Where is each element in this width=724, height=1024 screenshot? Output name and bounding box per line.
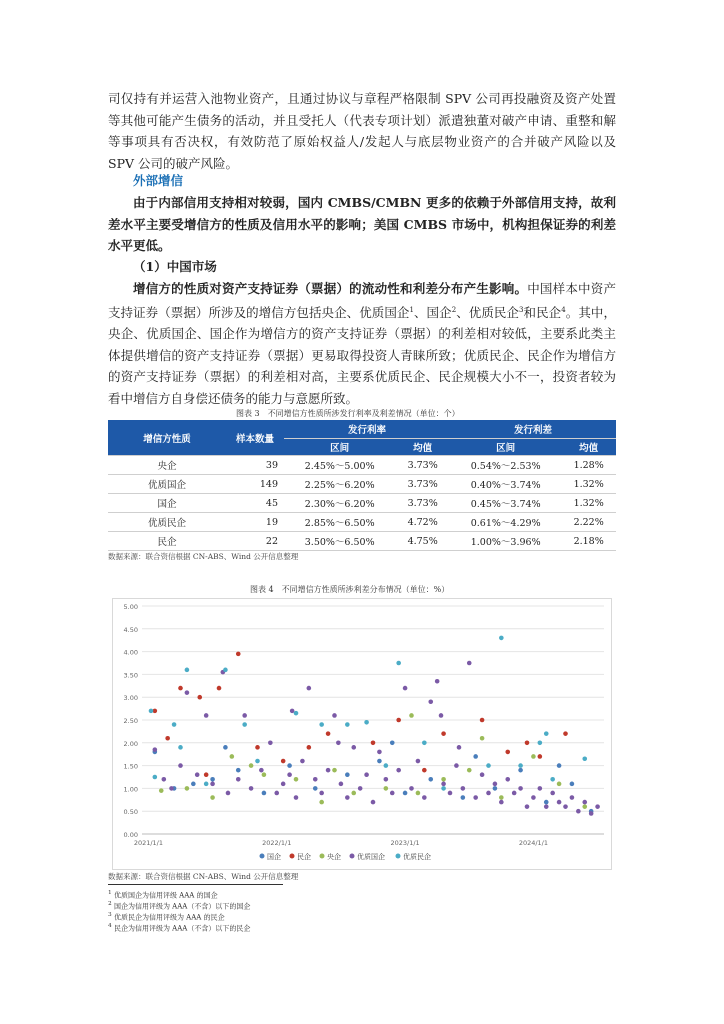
data-point bbox=[364, 772, 369, 777]
data-point bbox=[428, 777, 433, 782]
data-point bbox=[439, 713, 444, 718]
data-point bbox=[595, 804, 600, 809]
data-point bbox=[384, 786, 389, 791]
data-point bbox=[226, 791, 231, 796]
data-point bbox=[570, 782, 575, 787]
cell-type: 优质国企 bbox=[108, 475, 226, 494]
data-point bbox=[486, 791, 491, 796]
data-point bbox=[416, 759, 421, 764]
data-point bbox=[159, 788, 164, 793]
para3-text-c: 、优质民企 bbox=[456, 304, 520, 320]
data-point bbox=[162, 777, 167, 782]
footnote-ref-3[interactable]: 3 bbox=[519, 305, 524, 314]
data-point bbox=[255, 745, 260, 750]
data-point bbox=[396, 661, 401, 666]
data-point bbox=[210, 795, 215, 800]
footnote-4-mark: 4 bbox=[108, 923, 112, 929]
data-point bbox=[345, 722, 350, 727]
data-point bbox=[576, 809, 581, 814]
data-point bbox=[403, 686, 408, 691]
data-point bbox=[461, 795, 466, 800]
footnote-3-mark: 3 bbox=[108, 912, 112, 918]
y-tick-label: 5.00 bbox=[123, 603, 138, 611]
cell-rate-range: 3.50%～6.50% bbox=[284, 532, 395, 551]
data-point bbox=[396, 718, 401, 723]
chart4-source: 数据来源：联合资信根据 CN-ABS、Wind 公开信息整理 bbox=[108, 872, 299, 881]
data-point bbox=[384, 777, 389, 782]
header-issue-rate: 发行利率 bbox=[284, 420, 450, 439]
data-point bbox=[403, 791, 408, 796]
data-point bbox=[550, 777, 555, 782]
cell-spread-range: 1.00%～3.96% bbox=[450, 532, 561, 551]
data-point bbox=[249, 786, 254, 791]
x-tick-label: 2022/1/1 bbox=[262, 839, 292, 847]
data-point bbox=[454, 763, 459, 768]
header-guarantor-type: 增信方性质 bbox=[108, 420, 226, 456]
legend-marker bbox=[260, 854, 265, 859]
data-point bbox=[422, 795, 427, 800]
legend-marker bbox=[290, 854, 295, 859]
cell-spread-range: 0.45%～3.74% bbox=[450, 494, 561, 513]
cell-rate-range: 2.30%～6.20% bbox=[284, 494, 395, 513]
table-row bbox=[108, 456, 616, 475]
y-tick-label: 3.00 bbox=[123, 694, 138, 703]
data-point bbox=[377, 750, 382, 755]
footnote-2-mark: 2 bbox=[108, 901, 112, 907]
data-point bbox=[461, 786, 466, 791]
footnote-2-text: 国企为信用评级为 AAA（不含）以下的国企 bbox=[113, 902, 251, 911]
data-point bbox=[332, 768, 337, 773]
header-sample-count: 样本数量 bbox=[226, 420, 284, 456]
cell-count: 45 bbox=[226, 494, 284, 513]
data-point bbox=[336, 741, 341, 746]
cell-spread-mean: 2.18% bbox=[561, 532, 616, 551]
data-point bbox=[505, 777, 510, 782]
data-point bbox=[480, 718, 485, 723]
data-point bbox=[441, 786, 446, 791]
data-point bbox=[242, 713, 247, 718]
cell-rate-mean: 3.73% bbox=[395, 475, 450, 494]
paragraph-external bbox=[108, 192, 616, 257]
data-point bbox=[557, 763, 562, 768]
heading-china-market: （1）中国市场 bbox=[133, 259, 217, 274]
legend-label: 国企 bbox=[267, 853, 281, 861]
data-point bbox=[319, 722, 324, 727]
data-point bbox=[332, 713, 337, 718]
y-tick-label: 1.50 bbox=[123, 762, 138, 771]
footnote-ref-2[interactable]: 2 bbox=[451, 305, 457, 314]
legend-marker bbox=[320, 854, 325, 859]
data-point bbox=[169, 786, 174, 791]
data-point bbox=[178, 745, 183, 750]
data-point bbox=[255, 759, 260, 764]
data-point bbox=[582, 800, 587, 805]
data-point bbox=[538, 741, 543, 746]
data-point bbox=[525, 804, 530, 809]
table-row bbox=[108, 513, 616, 532]
data-point bbox=[409, 713, 414, 718]
data-point bbox=[345, 772, 350, 777]
data-point bbox=[217, 686, 222, 691]
data-point bbox=[441, 782, 446, 787]
x-tick-label: 2024/1/1 bbox=[518, 839, 549, 847]
data-point bbox=[473, 754, 478, 759]
data-point bbox=[281, 782, 286, 787]
data-point bbox=[326, 731, 331, 736]
data-point bbox=[384, 763, 389, 768]
footnote-3 bbox=[108, 912, 225, 922]
data-point bbox=[390, 791, 395, 796]
header-rate-mean: 均值 bbox=[395, 439, 450, 456]
data-point bbox=[538, 754, 543, 759]
data-point bbox=[512, 791, 517, 796]
table-spread-by-guarantor bbox=[108, 420, 616, 551]
data-point bbox=[172, 722, 177, 727]
footnote-2 bbox=[108, 901, 250, 911]
y-tick-label: 4.50 bbox=[123, 625, 138, 634]
table-row bbox=[108, 532, 616, 551]
data-point bbox=[185, 786, 190, 791]
data-point bbox=[165, 736, 170, 741]
cell-spread-mean: 1.32% bbox=[561, 475, 616, 494]
data-point bbox=[319, 800, 324, 805]
y-tick-label: 0.00 bbox=[123, 831, 138, 839]
data-point bbox=[480, 736, 485, 741]
data-point bbox=[550, 791, 555, 796]
footnote-1-text: 优质国企为信用评级 AAA 的国企 bbox=[113, 891, 218, 900]
data-point bbox=[473, 795, 478, 800]
data-point bbox=[499, 636, 504, 641]
data-point bbox=[242, 722, 247, 727]
data-point bbox=[557, 800, 562, 805]
data-point bbox=[259, 768, 264, 773]
data-point bbox=[377, 759, 382, 764]
cell-spread-mean: 1.32% bbox=[561, 494, 616, 513]
heading-external-enhancement: 外部增信 bbox=[133, 173, 184, 188]
para3-text-d: 和民企 bbox=[523, 304, 562, 320]
data-point bbox=[563, 731, 568, 736]
para2-text: 由于内部信用支持相对较弱，国内 CMBS/CMBN 更多的依赖于外部信用支持，故利差水平主要受增信方的性质及信用水平的影响；美国 CMBS 市场中，机构担保证券的利差水平更低。 bbox=[108, 195, 616, 253]
cell-type: 民企 bbox=[108, 532, 226, 551]
data-point bbox=[518, 763, 523, 768]
cell-spread-range: 0.61%～4.29% bbox=[450, 513, 561, 532]
data-point bbox=[544, 731, 549, 736]
data-point bbox=[416, 791, 421, 796]
legend-label: 优质民企 bbox=[403, 853, 431, 861]
data-point bbox=[525, 741, 530, 746]
data-point bbox=[505, 750, 510, 755]
data-point bbox=[307, 745, 312, 750]
cell-rate-mean: 4.72% bbox=[395, 513, 450, 532]
y-tick-label: 3.50 bbox=[123, 671, 138, 680]
legend-label: 优质国企 bbox=[357, 853, 385, 861]
header-issue-spread: 发行利差 bbox=[450, 420, 616, 439]
y-tick-label: 4.00 bbox=[123, 648, 138, 657]
data-point bbox=[210, 782, 215, 787]
table-row bbox=[108, 475, 616, 494]
para3-text-e: 。其中，央企、优质国企、国企作为增信方的资产支持证券（票据）的利差相对较低，主要系此类主体提供增信的资产支持证券（票据）更易取得投资人青睐所致；优质民企、民企作为增信方的资产支持证券（票据）的利差相对高，主要系优质民企、民企规模大小不一，投资者较为看中增信方自身偿还债务的能力与意愿所致。 bbox=[108, 304, 616, 406]
data-point bbox=[531, 754, 536, 759]
data-point bbox=[351, 791, 356, 796]
data-point bbox=[544, 804, 549, 809]
data-point bbox=[223, 745, 228, 750]
data-point bbox=[262, 791, 267, 796]
footnote-ref-1[interactable]: 1 bbox=[409, 305, 414, 314]
cell-type: 国企 bbox=[108, 494, 226, 513]
data-point bbox=[358, 786, 363, 791]
data-point bbox=[557, 782, 562, 787]
spread-scatter-chart bbox=[112, 598, 612, 870]
data-point bbox=[467, 768, 472, 773]
data-point bbox=[185, 668, 190, 673]
data-point bbox=[204, 782, 209, 787]
data-point bbox=[153, 747, 158, 752]
cell-type: 优质民企 bbox=[108, 513, 226, 532]
footnote-ref-4[interactable]: 4 bbox=[561, 305, 566, 314]
data-point bbox=[371, 800, 376, 805]
data-point bbox=[204, 772, 209, 777]
data-point bbox=[300, 759, 305, 764]
data-point bbox=[210, 777, 215, 782]
cell-rate-mean: 4.75% bbox=[395, 532, 450, 551]
data-point bbox=[294, 795, 299, 800]
cell-spread-range: 0.40%～3.74% bbox=[450, 475, 561, 494]
footnote-3-text: 优质民企为信用评级为 AAA 的民企 bbox=[113, 913, 225, 922]
data-point bbox=[236, 768, 241, 773]
cell-count: 39 bbox=[226, 456, 284, 475]
data-point bbox=[448, 791, 453, 796]
x-tick-label: 2021/1/1 bbox=[133, 839, 164, 847]
data-point bbox=[149, 709, 154, 714]
data-point bbox=[518, 768, 523, 773]
header-spread-range: 区间 bbox=[450, 439, 561, 456]
footnote-1 bbox=[108, 890, 218, 900]
para3-text-a: 中国样本中资产支持证券（票据）所涉及的增信方包括央企、优质国企 bbox=[108, 281, 616, 320]
legend-marker bbox=[350, 854, 355, 859]
table3-caption: 图表 3 不同增信方性质所涉发行利率及利差情况（单位：个） bbox=[236, 409, 460, 418]
cell-count: 19 bbox=[226, 513, 284, 532]
cell-type: 央企 bbox=[108, 456, 226, 475]
data-point bbox=[390, 741, 395, 746]
data-point bbox=[287, 772, 292, 777]
data-point bbox=[274, 791, 279, 796]
cell-rate-range: 2.25%～6.20% bbox=[284, 475, 395, 494]
y-tick-label: 2.50 bbox=[123, 717, 138, 725]
cell-count: 22 bbox=[226, 532, 284, 551]
para3-bold-text: 增信方的性质对资产支持证券（票据）的流动性和利差分布产生影响。 bbox=[133, 281, 528, 296]
data-point bbox=[313, 786, 318, 791]
data-point bbox=[319, 791, 324, 796]
data-point bbox=[582, 804, 587, 809]
chart-border bbox=[113, 599, 612, 870]
data-point bbox=[249, 763, 254, 768]
chart4-caption: 图表 4 不同增信方性质所涉利差分布情况（单位：%） bbox=[250, 585, 450, 594]
data-point bbox=[422, 768, 427, 773]
footnote-4 bbox=[108, 923, 250, 933]
data-point bbox=[486, 763, 491, 768]
data-point bbox=[422, 741, 427, 746]
data-point bbox=[538, 786, 543, 791]
paragraph-china bbox=[108, 278, 616, 409]
cell-spread-mean: 2.22% bbox=[561, 513, 616, 532]
data-point bbox=[364, 720, 369, 725]
data-point bbox=[268, 741, 273, 746]
table-row bbox=[108, 494, 616, 513]
cell-spread-range: 0.54%～2.53% bbox=[450, 456, 561, 475]
data-point bbox=[290, 709, 295, 714]
data-point bbox=[544, 800, 549, 805]
data-point bbox=[531, 795, 536, 800]
data-point bbox=[236, 777, 241, 782]
para3-text-b: 、国企 bbox=[413, 304, 452, 320]
data-point bbox=[262, 772, 267, 777]
header-spread-mean: 均值 bbox=[561, 439, 616, 456]
data-point bbox=[197, 695, 202, 700]
paragraph-spv bbox=[108, 88, 616, 174]
para1-text: 司仅持有并运营入池物业资产，且通过协议与章程严格限制 SPV 公司再投融资及资产处置等其他可能产生债务的活动，并且受托人（代表专项计划）派遣独董对破产申请、重整和解等事项具有否决权，有效防范了原始权益人/发起人与底层物业资产的合并破产风险以及 SPV 公司的破产风险。 bbox=[108, 91, 616, 171]
data-point bbox=[223, 668, 228, 673]
cell-rate-mean: 3.73% bbox=[395, 456, 450, 475]
data-point bbox=[294, 777, 299, 782]
data-point bbox=[589, 811, 594, 816]
data-point bbox=[313, 777, 318, 782]
data-point bbox=[351, 745, 356, 750]
data-point bbox=[518, 786, 523, 791]
data-point bbox=[287, 763, 292, 768]
cell-spread-mean: 1.28% bbox=[561, 456, 616, 475]
data-point bbox=[178, 763, 183, 768]
data-point bbox=[396, 768, 401, 773]
data-point bbox=[570, 795, 575, 800]
y-tick-label: 0.50 bbox=[123, 808, 138, 817]
data-point bbox=[480, 772, 485, 777]
data-point bbox=[499, 795, 504, 800]
cell-rate-range: 2.45%～5.00% bbox=[284, 456, 395, 475]
data-point bbox=[563, 804, 568, 809]
x-tick-label: 2023/1/1 bbox=[390, 839, 420, 847]
data-point bbox=[339, 782, 344, 787]
data-point bbox=[230, 754, 235, 759]
data-point bbox=[178, 686, 183, 691]
data-point bbox=[457, 745, 462, 750]
legend-label: 民企 bbox=[297, 853, 311, 861]
data-point bbox=[441, 731, 446, 736]
y-tick-label: 1.00 bbox=[123, 785, 138, 794]
data-point bbox=[281, 759, 286, 764]
y-tick-label: 2.00 bbox=[123, 739, 138, 748]
data-point bbox=[345, 795, 350, 800]
data-point bbox=[499, 800, 504, 805]
data-point bbox=[371, 741, 376, 746]
data-point bbox=[435, 679, 440, 684]
data-point bbox=[582, 756, 587, 761]
data-point bbox=[441, 777, 446, 782]
data-point bbox=[236, 652, 241, 657]
table3-source: 数据来源：联合资信根据 CN-ABS、Wind 公开信息整理 bbox=[108, 552, 299, 561]
data-point bbox=[191, 782, 196, 787]
footnote-4-text: 民企为信用评级为 AAA（不含）以下的民企 bbox=[113, 924, 251, 933]
cell-rate-range: 2.85%～6.50% bbox=[284, 513, 395, 532]
data-point bbox=[428, 699, 433, 704]
data-point bbox=[493, 786, 498, 791]
data-point bbox=[204, 713, 209, 718]
data-point bbox=[195, 772, 200, 777]
cell-rate-mean: 3.73% bbox=[395, 494, 450, 513]
data-point bbox=[153, 775, 158, 780]
data-point bbox=[307, 686, 312, 691]
data-point bbox=[326, 768, 331, 773]
header-rate-range: 区间 bbox=[284, 439, 395, 456]
cell-count: 149 bbox=[226, 475, 284, 494]
data-point bbox=[409, 786, 414, 791]
legend-label: 央企 bbox=[327, 853, 341, 861]
data-point bbox=[185, 690, 190, 695]
data-point bbox=[294, 711, 299, 716]
footnote-divider bbox=[108, 884, 283, 885]
data-point bbox=[493, 782, 498, 787]
data-point bbox=[467, 661, 472, 666]
legend-marker bbox=[396, 854, 401, 859]
footnote-1-mark: 1 bbox=[108, 890, 112, 896]
